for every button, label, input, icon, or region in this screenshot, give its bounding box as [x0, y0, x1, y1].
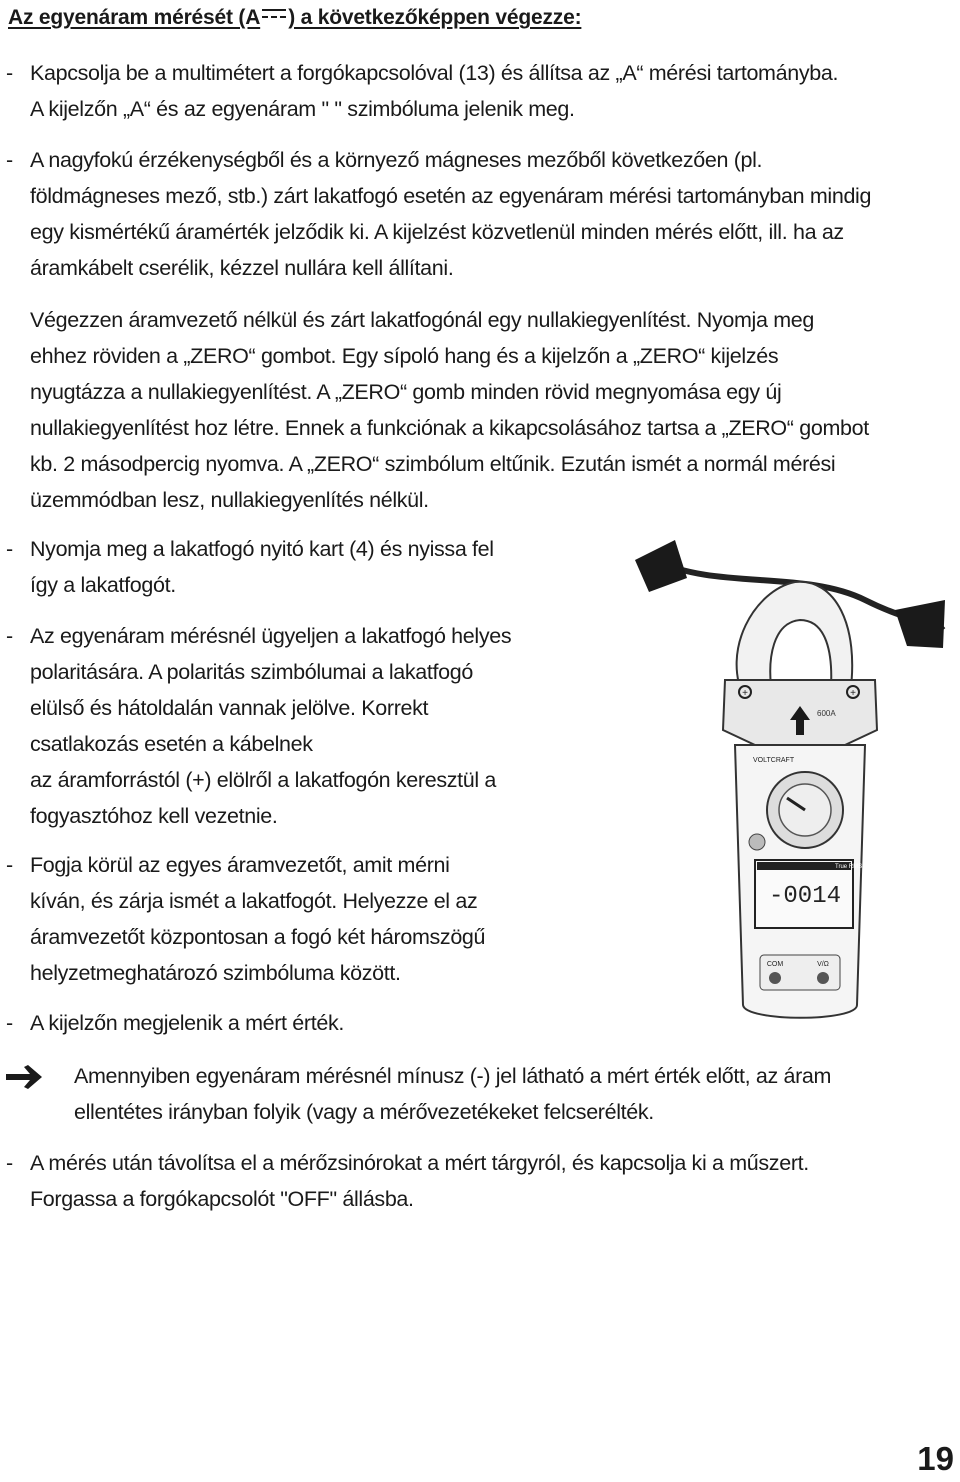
page-number: 19 [917, 1440, 954, 1477]
text-line: áramvezetőt központosan a fogó két háromszögű [30, 925, 486, 949]
section-heading [8, 6, 581, 30]
display-value: -0014 [768, 883, 842, 910]
range-label: 600A [817, 709, 836, 718]
polarity-plus-left: + [742, 688, 748, 699]
text-line: Végezzen áramvezető nélkül és zárt lakatfogónál egy nullakiegyenlítést. Nyomja meg [30, 308, 814, 332]
list-dash: - [6, 537, 13, 561]
text-line: Az egyenáram mérésnél ügyeljen a lakatfogó helyes [30, 624, 512, 648]
text-line: csatlakozás esetén a kábelnek [30, 732, 313, 756]
text-line: polaritására. A polaritás szimbólumai a lakatfogó [30, 660, 473, 684]
paragraph-2 [0, 142, 960, 286]
text-line: az áramforrástól (+) elölről a lakatfogón keresztül a [30, 768, 497, 792]
heading-part2: ) a következőképpen végezze: [288, 6, 582, 29]
text-line: A mérés után távolítsa el a mérőzsinórokat a mért tárgyról, és kapcsolja ki a műszert. [30, 1151, 809, 1175]
text-line: Forgassa a forgókapcsolót "OFF" állásba. [30, 1187, 414, 1211]
text-line: helyzetmeghatározó szimbóluma között. [30, 961, 401, 985]
list-dash: - [6, 1151, 13, 1175]
text-line: egy kismértékű áramérték jelződik ki. A kijelzést közvetlenül minden mérés előtt, ill. ha az [30, 220, 844, 244]
text-line: A kijelzőn megjelenik a mért érték. [30, 1011, 344, 1035]
text-line: Fogja körül az egyes áramvezetőt, amit mérni [30, 853, 450, 877]
text-line: nyugtázza a nullakiegyenlítést. A „ZERO“ gomb minden rövid megnyomása egy új [30, 380, 782, 404]
brand-label: VOLTCRAFT [753, 757, 795, 764]
text-line: ellentétes irányban folyik (vagy a mérővezetékeket felcserélték. [74, 1100, 654, 1124]
text-line: A nagyfokú érzékenységből és a környező mágneses mezőből következően (pl. [30, 148, 763, 172]
text-line: kb. 2 másodpercig nyomva. A „ZERO“ szimbólum eltűnik. Ezután ismét a normál mérési [30, 452, 836, 476]
text-line: Amennyiben egyenáram mérésnél mínusz (-) jel látható a mért érték előtt, az áram [74, 1064, 832, 1088]
paragraph-9 [0, 1145, 960, 1217]
text-line: áramkábelt cserélik, kézzel nullára kell állítani. [30, 256, 454, 280]
note-paragraph [0, 1058, 960, 1130]
paragraph-1 [0, 55, 960, 127]
jack-v-label: V/Ω [817, 961, 829, 968]
text-line: Kapcsolja be a multimétert a forgókapcsolóval (13) és állítsa az „A“ mérési tartományba. [30, 61, 839, 85]
dc-current-symbol-icon [262, 9, 286, 21]
list-dash: - [6, 1011, 13, 1035]
heading-part1: Az egyenáram mérését (A [8, 6, 261, 29]
jack-com-label: COM [766, 961, 784, 968]
text-line: A kijelzőn „A“ és az egyenáram " " szimbóluma jelenik meg. [30, 97, 575, 121]
text-line: így a lakatfogót. [30, 573, 176, 597]
text-line: kíván, és zárja ismét a lakatfogót. Helyezze el az [30, 889, 478, 913]
text-line: elülső és hátoldalán vannak jelölve. Korrekt [30, 696, 429, 720]
clamp-meter-illustration [625, 530, 960, 1035]
text-line: Nyomja meg a lakatfogó nyitó kart (4) és nyissa fel [30, 537, 494, 561]
text-line: üzemmódban lesz, nullakiegyenlítés nélkül. [30, 488, 429, 512]
list-dash: - [6, 61, 13, 85]
text-line: fogyasztóhoz kell vezetnie. [30, 804, 278, 828]
text-line: nullakiegyenlítést hoz létre. Ennek a funkciónak a kikapcsolásához tartsa a „ZERO“ gombot [30, 416, 869, 440]
paragraph-3 [0, 302, 960, 518]
text-line: ehhez röviden a „ZERO“ gombot. Egy sípoló hang és a kijelzőn a „ZERO“ kijelzés [30, 344, 779, 368]
trms-label: True RMS [835, 864, 863, 870]
polarity-plus-right: + [850, 688, 856, 699]
text-line: földmágneses mező, stb.) zárt lakatfogó esetén az egyenáram mérési tartományban mindig [30, 184, 872, 208]
list-dash: - [6, 853, 13, 877]
list-dash: - [6, 148, 13, 172]
list-dash: - [6, 624, 13, 648]
